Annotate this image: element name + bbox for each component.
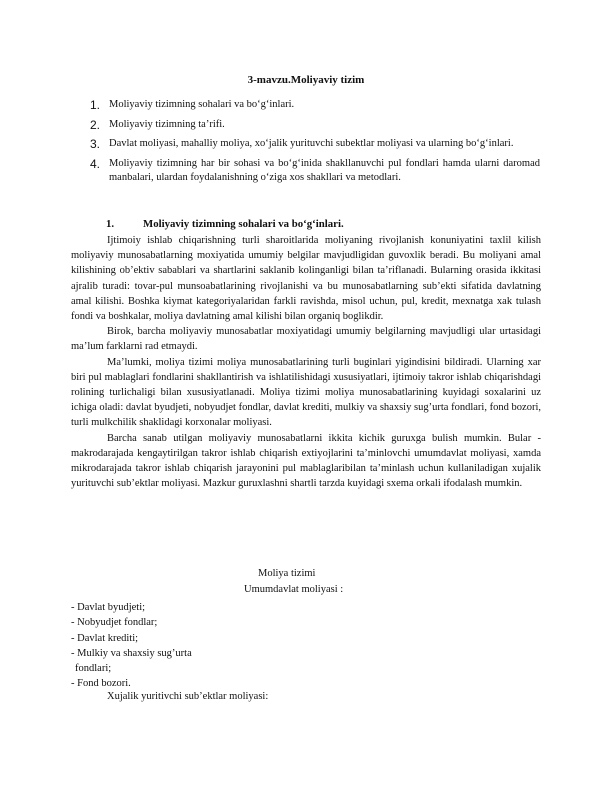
topic-text: Davlat moliyasi, mahalliy moliya, xo‘jalik yurituvchi subektlar moliyasi va ularning bo‘g‘inlari. [109,138,514,149]
topic-text: Moliyaviy tizimning ta’rifi. [109,118,225,130]
topic-number: 4. [90,156,101,171]
topic-item [90,98,540,113]
scheme-title: Moliya tizimi [258,568,316,579]
topic-number: 1. [90,98,101,112]
topic-number: 3. [90,137,101,151]
topic-text: Moliyaviy tizimning sohalari va bo‘g‘inlari. [109,99,295,110]
topic-list [90,98,540,191]
topic-item [90,118,540,133]
list-item: - Fond bozori. [71,678,131,690]
body-text [71,233,541,491]
page-title: 3-mavzu.Moliyaviy tizim [247,74,365,86]
topic-number: 2. [90,117,101,132]
paragraph: Ma’lumki, moliya tizimi moliya munosabatlarining turli buginlari yigindisini bildiradi. Ularning xar biri pul mablaglari fondlarini shakllantirish va ishlatilishidagi xususiyatlari, ijtimoiy takror ishlab chiqarishdagi rolining turlichaligi bilan xususiyatlanadi. Moliya tizimi moliya munosabatlarining kuyidagi soxalarini uz ichiga oladi: davlat byudjeti, nobyudjet fondlar, davlat krediti, mulkiy va shaxsiy sug’urta fondlari, fond bozori, turli mulkchilik shaklidagi korxonalar moliyasi. [71,356,541,429]
topic-item [90,157,540,186]
list-item: - Nobyudjet fondlar; [71,617,158,629]
list-item: - Davlat krediti; [71,632,139,644]
scheme-subtitle: Umumdavlat moliyasi : [244,584,344,595]
section-heading [106,218,344,230]
list-item: - Davlat byudjeti; [71,602,146,613]
paragraph: Birok, barcha moliyaviy munosabatlar moxiyatidagi umumiy belgilarning mavjudligi ular urtasidagi ma’lum farklarni rad etmaydi. [71,326,541,353]
enterprise-finance-label: Xujalik yuritivchi sub’ektlar moliyasi: [107,691,269,702]
section-title: Moliyaviy tizimning sohalari va bo‘g‘inlari. [143,218,344,230]
paragraph: Ijtimoiy ishlab chiqarishning turli sharoitlarida moliyaning rivojlanish konuniyatini taxlil kilish moliyaviy munosabatlarning moxiyatida umumiy belgilar mavjudligidan guvoxlik beradi. Bu moliyani amal kilishining ob’ektiv sabablari va shartlarini saklanib kolinganligi bilan ta’riflanadi. Bularning orasida ikkitasi ajralib turadi: tovar-pul munsoabatlarining rivojlanishi va bu munosabatlarning sub’ekti sifatida davlatning amal kilishi. Boshka kiymat kategoriyalaridan farkli ravishda, misol uchun, pul, kredit, mexnatga xak tulash fondi va boshkalar, moliya davlatning amal kilishi bilan organiq boglikdir. [71,235,541,323]
list-item: - Mulkiy va shaxsiy sug’urta [71,647,192,659]
topic-text: Moliyaviy tizimning har bir sohasi va bo‘g‘inida shakllanuvchi pul fondlari hamda ularni daromad manbalari, ulardan foydalanishning o‘ziga xos shakllari va metodlari. [109,157,540,183]
finance-list [71,600,291,692]
section-number: 1. [106,218,115,230]
paragraph: Barcha sanab utilgan moliyaviy munosabatlarni ikkita kichik guruxga bulish mumkin. Bular - makrodarajada kengaytirilgan takror ishlab chiqarish extiyojlarini ta’minlovchi umumdavlat moliyasi, xamda mikrodarajada takror ishlab chiqarish jarayonini pul mablaglaribilan ta’minlash uchun kullaniladigan xujalik yurituvchi sub’ektlar moliyasi. Mazkur guruxlashni shartli tarzda kuyidagi sxema orkali ifodalash mumkin. [71,432,541,490]
list-item: fondlari; [75,663,112,675]
topic-item [90,137,540,152]
